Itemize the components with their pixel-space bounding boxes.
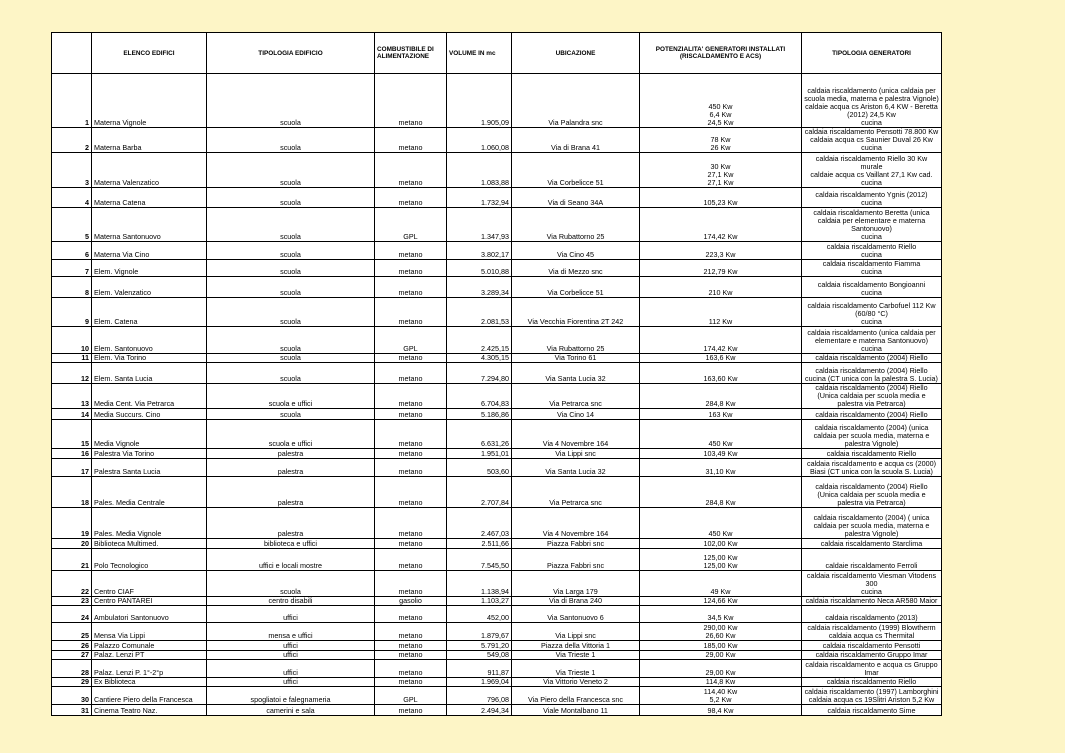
building-type-cell: scuola e uffici <box>207 383 375 409</box>
location-cell: Piazza Fabbri snc <box>512 539 640 548</box>
building-name-cell: Media Succurs. Cino <box>92 409 207 419</box>
table-row <box>52 597 942 606</box>
building-name-cell: Elem. Vignole <box>92 259 207 277</box>
table-row <box>52 153 942 187</box>
table-row <box>52 326 942 353</box>
fuel-type-cell: metano <box>375 571 447 597</box>
row-number-cell: 15 <box>52 419 92 448</box>
row-number-cell: 12 <box>52 362 92 383</box>
building-type-cell: uffici e locali mostre <box>207 548 375 571</box>
header-generators: TIPOLOGIA GENERATORI <box>802 33 942 74</box>
table-row <box>52 383 942 409</box>
table-row <box>52 297 942 326</box>
volume-value-cell: 2.707,84 <box>447 477 512 508</box>
generator-type-cell: caldaia riscaldamento Pensotti 78.800 Kw caldaia acqua cs Saunier Duval 26 Kw cucina <box>802 127 942 153</box>
row-number-cell: 10 <box>52 326 92 353</box>
volume-value-cell: 7.294,80 <box>447 362 512 383</box>
table-row <box>52 127 942 153</box>
building-type-cell: scuola <box>207 259 375 277</box>
row-number-cell: 27 <box>52 650 92 659</box>
generator-type-cell: caldaia riscaldamento Carbofuel 112 Kw (60/80 °C) cucina <box>802 297 942 326</box>
table-row <box>52 548 942 571</box>
building-type-cell: scuola <box>207 153 375 187</box>
table-row <box>52 74 942 128</box>
fuel-type-cell: GPL <box>375 686 447 705</box>
fuel-type-cell: metano <box>375 409 447 419</box>
generator-type-cell: caldaia riscaldamento Bongioanni cucina <box>802 277 942 298</box>
generator-type-cell: caldaia riscaldamento Gruppo Imar <box>802 650 942 659</box>
header-row <box>52 33 942 74</box>
table-row <box>52 571 942 597</box>
volume-value-cell: 5.010,88 <box>447 259 512 277</box>
generator-type-cell: caldaia riscaldamento (2004) Riello <box>802 409 942 419</box>
table-row <box>52 508 942 539</box>
generator-type-cell: caldaia riscaldamento Beretta (unica caldaia per elementare e materna Santonuovo) cucina <box>802 208 942 242</box>
row-number-cell: 11 <box>52 353 92 362</box>
table-row <box>52 419 942 448</box>
generator-type-cell: caldaia riscaldamento (2004) Riello (Unica caldaia per scuola media e palestra via Petrarca) <box>802 383 942 409</box>
fuel-type-cell: metano <box>375 508 447 539</box>
fuel-type-cell: gasolio <box>375 597 447 606</box>
volume-value-cell: 6.704,83 <box>447 383 512 409</box>
generator-power-cell: 450 Kw 6,4 Kw 24,5 Kw <box>640 74 802 128</box>
location-cell: Piazza Fabbri snc <box>512 548 640 571</box>
generator-power-cell: 112 Kw <box>640 297 802 326</box>
generator-power-cell: 210 Kw <box>640 277 802 298</box>
volume-value-cell: 2.081,53 <box>447 297 512 326</box>
building-name-cell: Ambulatori Santonuovo <box>92 606 207 623</box>
generator-type-cell: caldaia riscaldamento (unica caldaia per elementare e materna Santonuovo) cucina <box>802 326 942 353</box>
row-number-cell: 1 <box>52 74 92 128</box>
fuel-type-cell: metano <box>375 650 447 659</box>
volume-value-cell: 2.511,66 <box>447 539 512 548</box>
header-building-type: TIPOLOGIA EDIFICIO <box>207 33 375 74</box>
table-row <box>52 641 942 650</box>
table-row <box>52 448 942 458</box>
volume-value-cell: 452,00 <box>447 606 512 623</box>
spreadsheet-sheet <box>51 32 941 716</box>
table-row <box>52 606 942 623</box>
generator-type-cell: caldaia riscaldamento e acqua cs Gruppo Imar <box>802 660 942 678</box>
generator-type-cell: caldaia riscaldamento Sime <box>802 705 942 716</box>
fuel-type-cell: metano <box>375 677 447 686</box>
volume-value-cell: 1.732,94 <box>447 187 512 208</box>
fuel-type-cell: metano <box>375 622 447 641</box>
row-number-cell: 17 <box>52 458 92 477</box>
building-name-cell: Elem. Catena <box>92 297 207 326</box>
table-row <box>52 242 942 260</box>
volume-value-cell: 1.083,88 <box>447 153 512 187</box>
buildings-table <box>51 32 942 716</box>
location-cell: Via Trieste 1 <box>512 660 640 678</box>
fuel-type-cell: metano <box>375 448 447 458</box>
generator-power-cell: 163,60 Kw <box>640 362 802 383</box>
generator-power-cell: 163 Kw <box>640 409 802 419</box>
generator-power-cell: 78 Kw 26 Kw <box>640 127 802 153</box>
generator-power-cell: 163,6 Kw <box>640 353 802 362</box>
building-name-cell: Media Vignole <box>92 419 207 448</box>
building-type-cell: camerini e sala <box>207 705 375 716</box>
header-fuel: COMBUSTIBILE DI ALIMENTAZIONE <box>375 33 447 74</box>
building-name-cell: Materna Barba <box>92 127 207 153</box>
volume-value-cell: 6.631,26 <box>447 419 512 448</box>
volume-value-cell: 549,08 <box>447 650 512 659</box>
fuel-type-cell: metano <box>375 187 447 208</box>
building-name-cell: Materna Catena <box>92 187 207 208</box>
building-type-cell: palestra <box>207 508 375 539</box>
volume-value-cell: 2.425,15 <box>447 326 512 353</box>
building-type-cell: uffici <box>207 677 375 686</box>
row-number-cell: 8 <box>52 277 92 298</box>
building-type-cell: palestra <box>207 448 375 458</box>
fuel-type-cell: metano <box>375 297 447 326</box>
building-type-cell: uffici <box>207 650 375 659</box>
generator-power-cell: 284,8 Kw <box>640 477 802 508</box>
building-name-cell: Elem. Santonuovo <box>92 326 207 353</box>
building-type-cell: scuola <box>207 326 375 353</box>
generator-power-cell: 124,66 Kw <box>640 597 802 606</box>
header-power: POTENZIALITA' GENERATORI INSTALLATI (RISCALDAMENTO E ACS) <box>640 33 802 74</box>
volume-value-cell: 503,60 <box>447 458 512 477</box>
row-number-cell: 14 <box>52 409 92 419</box>
fuel-type-cell: metano <box>375 353 447 362</box>
location-cell: Via di Seano 34A <box>512 187 640 208</box>
generator-power-cell: 284,8 Kw <box>640 383 802 409</box>
fuel-type-cell: metano <box>375 362 447 383</box>
volume-value-cell: 5.186,86 <box>447 409 512 419</box>
building-type-cell: palestra <box>207 477 375 508</box>
row-number-cell: 31 <box>52 705 92 716</box>
building-name-cell: Palaz. Lenzi P. 1°-2°p <box>92 660 207 678</box>
building-name-cell: Palazzo Comunale <box>92 641 207 650</box>
header-number <box>52 33 92 74</box>
generator-type-cell: caldaia riscaldamento e acqua cs (2000) Biasi (CT unica con la scuola S. Lucia) <box>802 458 942 477</box>
generator-type-cell: caldaia riscaldamento (2004) ( unica caldaia per scuola media, materna e palestra Vignole) <box>802 508 942 539</box>
generator-type-cell: caldaia riscaldamento (1997) Lamborghini caldaia acqua cs 19Slitri Ariston 5,2 Kw <box>802 686 942 705</box>
location-cell: Via Corbelicce 51 <box>512 153 640 187</box>
volume-value-cell: 1.347,93 <box>447 208 512 242</box>
generator-type-cell: caldaia riscaldamento Ygnis (2012) cucina <box>802 187 942 208</box>
location-cell: Via Palandra snc <box>512 74 640 128</box>
building-type-cell: scuola e uffici <box>207 419 375 448</box>
building-type-cell: scuola <box>207 242 375 260</box>
fuel-type-cell: metano <box>375 477 447 508</box>
row-number-cell: 21 <box>52 548 92 571</box>
building-type-cell: scuola <box>207 362 375 383</box>
location-cell: Via Petrarca snc <box>512 477 640 508</box>
building-type-cell: scuola <box>207 353 375 362</box>
generator-type-cell: caldaia riscaldamento (2004) Riello cucina (CT unica con la palestra S. Lucia) <box>802 362 942 383</box>
generator-power-cell: 29,00 Kw <box>640 650 802 659</box>
volume-value-cell: 3.802,17 <box>447 242 512 260</box>
location-cell: Via Trieste 1 <box>512 650 640 659</box>
location-cell: Via Torino 61 <box>512 353 640 362</box>
location-cell: Via Rubattorno 25 <box>512 326 640 353</box>
generator-power-cell: 105,23 Kw <box>640 187 802 208</box>
building-type-cell: scuola <box>207 277 375 298</box>
volume-value-cell: 796,08 <box>447 686 512 705</box>
building-name-cell: Materna Valenzatico <box>92 153 207 187</box>
table-row <box>52 353 942 362</box>
generator-type-cell: caldaia riscaldamento Riello 30 Kw murale caldaie acqua cs Vaillant 27,1 Kw cad. cucina <box>802 153 942 187</box>
building-name-cell: Elem. Via Torino <box>92 353 207 362</box>
building-type-cell: uffici <box>207 660 375 678</box>
building-type-cell: biblioteca e uffici <box>207 539 375 548</box>
fuel-type-cell: metano <box>375 458 447 477</box>
row-number-cell: 25 <box>52 622 92 641</box>
volume-value-cell: 3.289,34 <box>447 277 512 298</box>
fuel-type-cell: metano <box>375 277 447 298</box>
building-name-cell: Elem. Valenzatico <box>92 277 207 298</box>
building-type-cell: scuola <box>207 187 375 208</box>
generator-type-cell: caldaia riscaldamento Riello cucina <box>802 242 942 260</box>
location-cell: Via Petrarca snc <box>512 383 640 409</box>
building-name-cell: Media Cent. Via Petrarca <box>92 383 207 409</box>
row-number-cell: 4 <box>52 187 92 208</box>
volume-value-cell: 1.103,27 <box>447 597 512 606</box>
building-name-cell: Mensa Via Lippi <box>92 622 207 641</box>
row-number-cell: 2 <box>52 127 92 153</box>
generator-power-cell: 125,00 Kw 125,00 Kw <box>640 548 802 571</box>
building-type-cell: scuola <box>207 571 375 597</box>
generator-power-cell: 34,5 Kw <box>640 606 802 623</box>
generator-power-cell: 450 Kw <box>640 508 802 539</box>
generator-power-cell: 223,3 Kw <box>640 242 802 260</box>
generator-power-cell: 103,49 Kw <box>640 448 802 458</box>
generator-power-cell: 450 Kw <box>640 419 802 448</box>
fuel-type-cell: metano <box>375 153 447 187</box>
building-type-cell: palestra <box>207 458 375 477</box>
building-name-cell: Palaz. Lenzi PT <box>92 650 207 659</box>
row-number-cell: 9 <box>52 297 92 326</box>
building-type-cell: mensa e uffici <box>207 622 375 641</box>
location-cell: Via Corbelicce 51 <box>512 277 640 298</box>
row-number-cell: 5 <box>52 208 92 242</box>
row-number-cell: 18 <box>52 477 92 508</box>
building-type-cell: scuola <box>207 208 375 242</box>
generator-power-cell: 102,00 Kw <box>640 539 802 548</box>
volume-value-cell: 1.969,04 <box>447 677 512 686</box>
volume-value-cell: 1.951,01 <box>447 448 512 458</box>
row-number-cell: 19 <box>52 508 92 539</box>
building-name-cell: Elem. Santa Lucia <box>92 362 207 383</box>
location-cell: Via di Brana 41 <box>512 127 640 153</box>
volume-value-cell: 4.305,15 <box>447 353 512 362</box>
header-volume: VOLUME IN mc <box>447 33 512 74</box>
building-name-cell: Materna Santonuovo <box>92 208 207 242</box>
table-row <box>52 622 942 641</box>
building-type-cell: centro disabili <box>207 597 375 606</box>
table-row <box>52 477 942 508</box>
generator-power-cell: 290,00 Kw 26,60 Kw <box>640 622 802 641</box>
location-cell: Via Santonuovo 6 <box>512 606 640 623</box>
generator-type-cell: caldaia riscaldamento Pensotti <box>802 641 942 650</box>
row-number-cell: 29 <box>52 677 92 686</box>
fuel-type-cell: GPL <box>375 326 447 353</box>
row-number-cell: 16 <box>52 448 92 458</box>
header-location: UBICAZIONE <box>512 33 640 74</box>
table-body <box>52 74 942 716</box>
fuel-type-cell: metano <box>375 548 447 571</box>
generator-type-cell: caldaia riscaldamento (2013) <box>802 606 942 623</box>
location-cell: Via Lippi snc <box>512 448 640 458</box>
location-cell: Via 4 Novembre 164 <box>512 419 640 448</box>
generator-type-cell: caldaia riscaldamento Fiamma cucina <box>802 259 942 277</box>
location-cell: Via Larga 179 <box>512 571 640 597</box>
location-cell: Via di Brana 240 <box>512 597 640 606</box>
generator-power-cell: 174,42 Kw <box>640 326 802 353</box>
location-cell: Via Santa Lucia 32 <box>512 362 640 383</box>
building-name-cell: Cinema Teatro Naz. <box>92 705 207 716</box>
row-number-cell: 26 <box>52 641 92 650</box>
table-row <box>52 677 942 686</box>
building-type-cell: uffici <box>207 606 375 623</box>
fuel-type-cell: metano <box>375 539 447 548</box>
location-cell: Via Cino 45 <box>512 242 640 260</box>
building-name-cell: Materna Vignole <box>92 74 207 128</box>
building-type-cell: uffici <box>207 641 375 650</box>
building-name-cell: Centro PANTAREI <box>92 597 207 606</box>
generator-power-cell: 31,10 Kw <box>640 458 802 477</box>
table-row <box>52 208 942 242</box>
generator-type-cell: caldaie riscaldamento Ferroli <box>802 548 942 571</box>
location-cell: Via Santa Lucia 32 <box>512 458 640 477</box>
fuel-type-cell: metano <box>375 74 447 128</box>
table-row <box>52 650 942 659</box>
volume-value-cell: 7.545,50 <box>447 548 512 571</box>
building-name-cell: Centro CIAF <box>92 571 207 597</box>
generator-type-cell: caldaia riscaldamento (2004) Riello (Unica caldaia per scuola media e palestra via Petrarca) <box>802 477 942 508</box>
generator-power-cell: 30 Kw 27,1 Kw 27,1 Kw <box>640 153 802 187</box>
row-number-cell: 28 <box>52 660 92 678</box>
fuel-type-cell: GPL <box>375 208 447 242</box>
building-name-cell: Polo Tecnologico <box>92 548 207 571</box>
building-name-cell: Pales. Media Centrale <box>92 477 207 508</box>
volume-value-cell: 1.138,94 <box>447 571 512 597</box>
location-cell: Via Piero della Francesca snc <box>512 686 640 705</box>
volume-value-cell: 1.879,67 <box>447 622 512 641</box>
generator-power-cell: 114,40 Kw 5,2 Kw <box>640 686 802 705</box>
row-number-cell: 6 <box>52 242 92 260</box>
building-name-cell: Pales. Media Vignole <box>92 508 207 539</box>
row-number-cell: 13 <box>52 383 92 409</box>
row-number-cell: 23 <box>52 597 92 606</box>
volume-value-cell: 1.060,08 <box>447 127 512 153</box>
table-row <box>52 660 942 678</box>
building-name-cell: Ex Biblioteca <box>92 677 207 686</box>
location-cell: Via Vittorio Veneto 2 <box>512 677 640 686</box>
volume-value-cell: 5.791,20 <box>447 641 512 650</box>
table-row <box>52 686 942 705</box>
building-type-cell: scuola <box>207 74 375 128</box>
table-row <box>52 409 942 419</box>
building-name-cell: Materna Via Cino <box>92 242 207 260</box>
generator-type-cell: caldaia riscaldamento Neca AR580 Maior <box>802 597 942 606</box>
fuel-type-cell: metano <box>375 705 447 716</box>
table-row <box>52 539 942 548</box>
table-row <box>52 458 942 477</box>
building-type-cell: scuola <box>207 297 375 326</box>
fuel-type-cell: metano <box>375 660 447 678</box>
building-type-cell: scuola <box>207 127 375 153</box>
row-number-cell: 3 <box>52 153 92 187</box>
generator-type-cell: caldaia riscaldamento (unica caldaia per scuola media, materna e palestra Vignole) caldaie acqua cs Ariston 6,4 KW - Beretta (2012) 24,5 Kw cucina <box>802 74 942 128</box>
fuel-type-cell: metano <box>375 127 447 153</box>
row-number-cell: 22 <box>52 571 92 597</box>
table-row <box>52 705 942 716</box>
row-number-cell: 30 <box>52 686 92 705</box>
generator-type-cell: caldaia riscaldamento Riello <box>802 677 942 686</box>
building-name-cell: Palestra Via Torino <box>92 448 207 458</box>
table-row <box>52 259 942 277</box>
generator-power-cell: 98,4 Kw <box>640 705 802 716</box>
fuel-type-cell: metano <box>375 242 447 260</box>
row-number-cell: 24 <box>52 606 92 623</box>
volume-value-cell: 2.467,03 <box>447 508 512 539</box>
header-buildings: ELENCO EDIFICI <box>92 33 207 74</box>
fuel-type-cell: metano <box>375 641 447 650</box>
row-number-cell: 20 <box>52 539 92 548</box>
generator-type-cell: caldaia riscaldamento (2004) (unica caldaia per scuola media, materna e palestra Vignole) <box>802 419 942 448</box>
generator-power-cell: 49 Kw <box>640 571 802 597</box>
volume-value-cell: 1.905,09 <box>447 74 512 128</box>
location-cell: Via Rubattorno 25 <box>512 208 640 242</box>
fuel-type-cell: metano <box>375 419 447 448</box>
location-cell: Via Vecchia Fiorentina 2T 242 <box>512 297 640 326</box>
fuel-type-cell: metano <box>375 383 447 409</box>
building-name-cell: Biblioteca Multimed. <box>92 539 207 548</box>
fuel-type-cell: metano <box>375 606 447 623</box>
location-cell: Via Cino 14 <box>512 409 640 419</box>
generator-type-cell: caldaia riscaldamento Viesman Vitodens 300 cucina <box>802 571 942 597</box>
generator-type-cell: caldaia riscaldamento (1999) Blowtherm caldaia acqua cs Thermital <box>802 622 942 641</box>
volume-value-cell: 2.494,34 <box>447 705 512 716</box>
generator-power-cell: 29,00 Kw <box>640 660 802 678</box>
location-cell: Via 4 Novembre 164 <box>512 508 640 539</box>
generator-type-cell: caldaia riscaldamento (2004) Riello <box>802 353 942 362</box>
fuel-type-cell: metano <box>375 259 447 277</box>
location-cell: Via di Mezzo snc <box>512 259 640 277</box>
generator-type-cell: caldaia riscaldamento Riello <box>802 448 942 458</box>
building-name-cell: Cantiere Piero della Francesca <box>92 686 207 705</box>
generator-power-cell: 114,8 Kw <box>640 677 802 686</box>
generator-power-cell: 212,79 Kw <box>640 259 802 277</box>
location-cell: Piazza della Vittoria 1 <box>512 641 640 650</box>
generator-power-cell: 174,42 Kw <box>640 208 802 242</box>
table-row <box>52 362 942 383</box>
generator-type-cell: caldaia riscaldamento Starclima <box>802 539 942 548</box>
table-row <box>52 277 942 298</box>
volume-value-cell: 911,87 <box>447 660 512 678</box>
table-row <box>52 187 942 208</box>
location-cell: Viale Montalbano 11 <box>512 705 640 716</box>
building-name-cell: Palestra Santa Lucia <box>92 458 207 477</box>
building-type-cell: scuola <box>207 409 375 419</box>
generator-power-cell: 185,00 Kw <box>640 641 802 650</box>
location-cell: Via Lippi snc <box>512 622 640 641</box>
row-number-cell: 7 <box>52 259 92 277</box>
building-type-cell: spogliatoi e falegnameria <box>207 686 375 705</box>
